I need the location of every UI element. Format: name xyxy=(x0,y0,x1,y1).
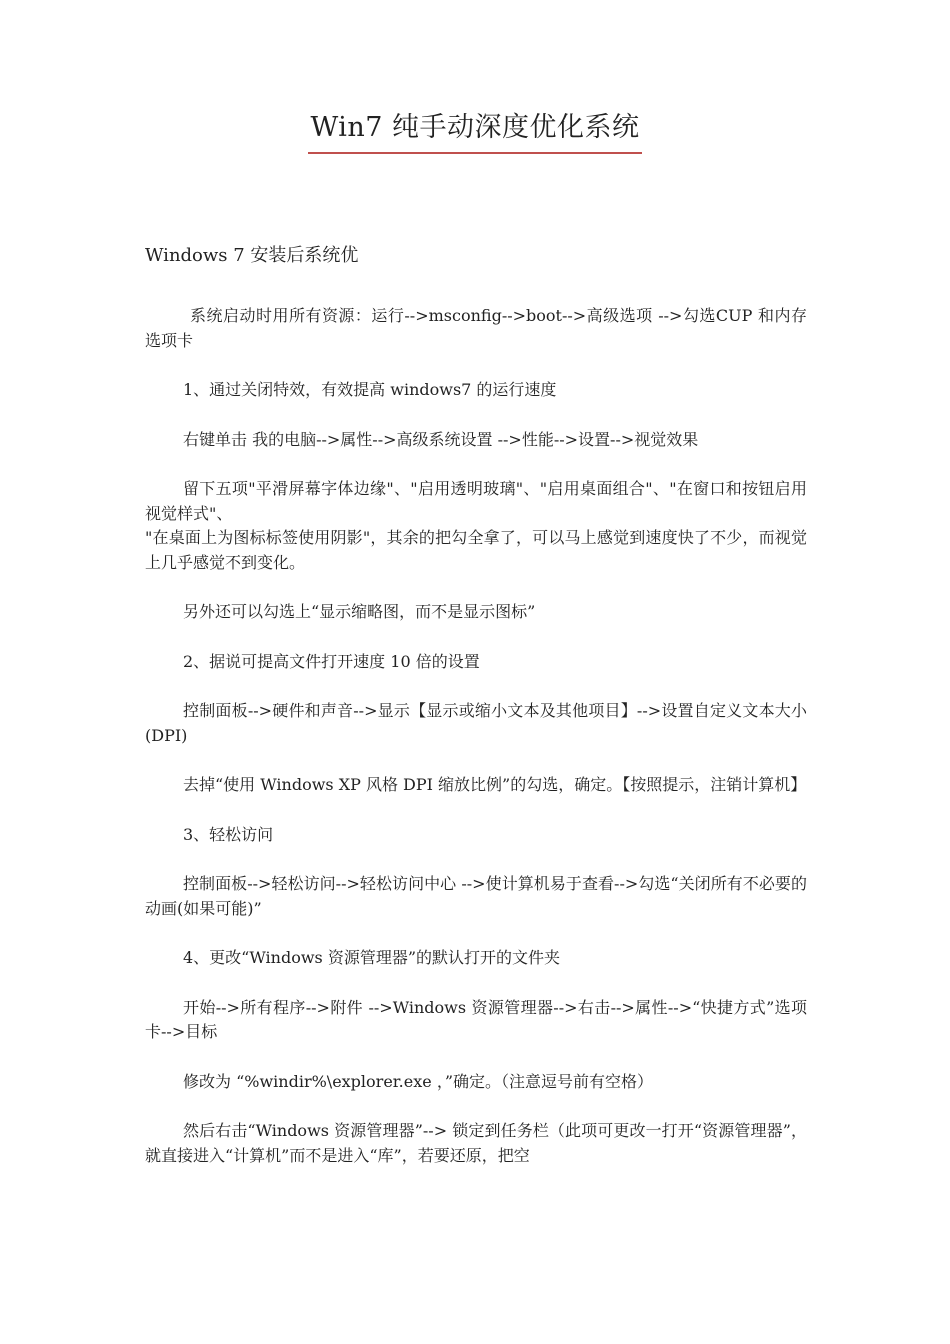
paragraph-ease-of-access-path: 控制面板-->轻松访问-->轻松访问中心 -->使计算机易于查看-->勾选“关闭所有不必要的动画(如果可能)” xyxy=(145,874,807,918)
paragraph-shadow-icons: "在桌面上为图标标签使用阴影"，其余的把勾全拿了，可以马上感觉到速度快了不少，而视觉上几乎感觉不到变化。 xyxy=(145,528,807,572)
document-title: Win7 纯手动深度优化系统 xyxy=(308,108,641,154)
paragraph-step1-heading: 1、通过关闭特效，有效提高 windows7 的运行速度 xyxy=(183,380,557,399)
paragraph-dpi-uncheck: 去掉“使用 Windows XP 风格 DPI 缩放比例”的勾选，确定。【按照提示，注销计算机】 xyxy=(183,775,807,794)
paragraph-pin-taskbar: 然后右击“Windows 资源管理器”--> 锁定到任务栏（此项可更改一打开“资源管理器”，就直接进入“计算机”而不是进入“库”，若要还原，把空 xyxy=(145,1121,807,1165)
paragraph-step3-heading: 3、轻松访问 xyxy=(183,824,274,844)
paragraph-keep-five-items: 留下五项"平滑屏幕字体边缘"、"启用透明玻璃"、"启用桌面组合"、"在窗口和按钮启用视觉样式"、 xyxy=(145,479,807,523)
paragraph-visual-effects-path: 右键单击 我的电脑-->属性-->高级系统设置 -->性能-->设置-->视觉效果 xyxy=(183,429,699,449)
paragraph-step4-heading: 4、更改“Windows 资源管理器”的默认打开的文件夹 xyxy=(183,948,560,967)
paragraph-explorer-properties-path: 开始-->所有程序-->附件 -->Windows 资源管理器-->右击-->属性-->“快捷方式”选项卡-->目标 xyxy=(145,997,807,1041)
paragraph-target-modify: 修改为 “%windir%\explorer.exe ，”确定。（注意逗号前有空格） xyxy=(183,1071,653,1091)
document-body xyxy=(145,304,807,1193)
title-container xyxy=(0,108,950,154)
paragraph-dpi-path: 控制面板-->硬件和声音-->显示【显示或缩小文本及其他项目】-->设置自定义文本大小(DPI) xyxy=(145,701,807,745)
paragraph-thumbnails: 另外还可以勾选上“显示缩略图，而不是显示图标” xyxy=(183,602,536,621)
paragraph-boot-resources: 系统启动时用所有资源：运行-->msconfig-->boot-->高级选项 -->勾选CUP 和内存选项卡 xyxy=(145,306,807,350)
paragraph-step2-heading: 2、据说可提高文件打开速度 10 倍的设置 xyxy=(183,651,480,671)
section-heading: Windows 7 安装后系统优 xyxy=(145,245,359,266)
